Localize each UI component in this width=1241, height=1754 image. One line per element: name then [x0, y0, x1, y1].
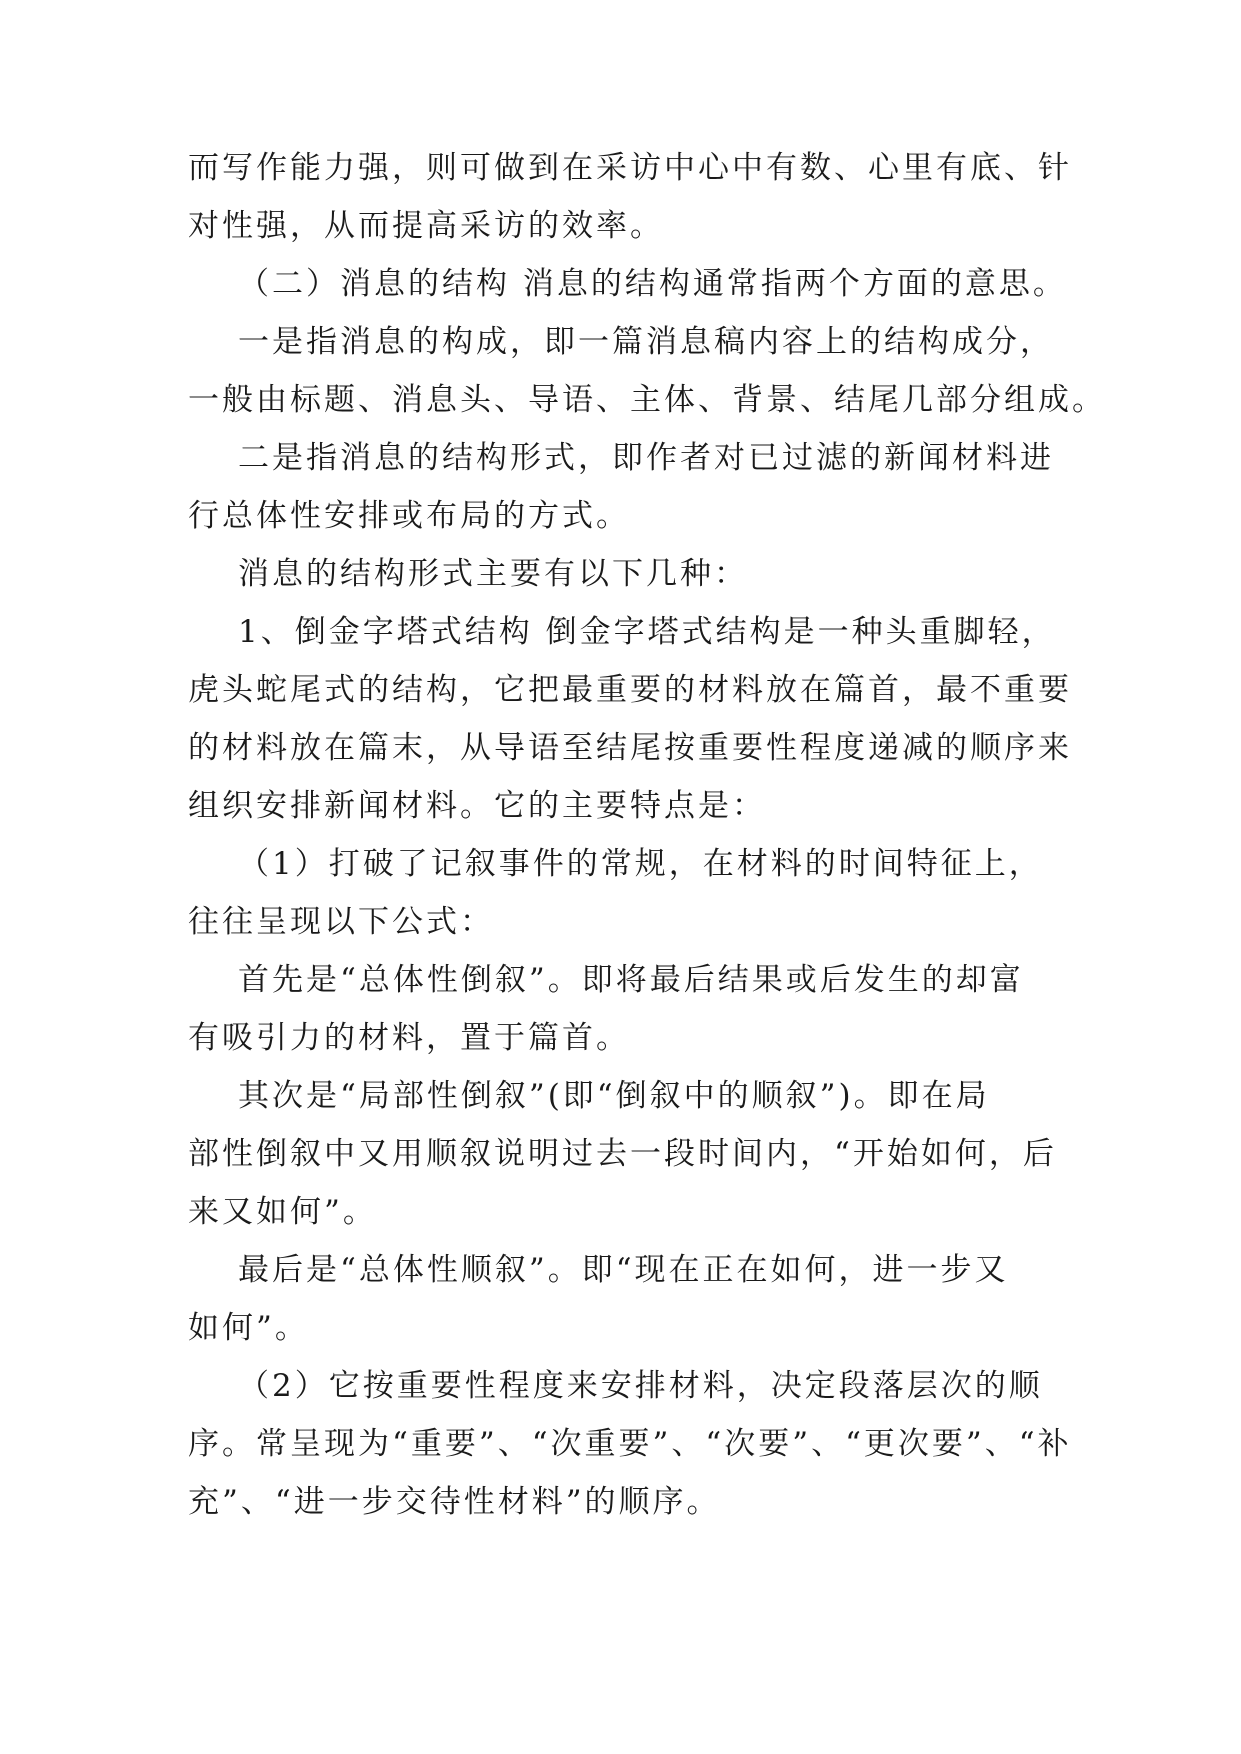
text-line: 充”、“进一步交待性材料”的顺序。	[188, 1484, 721, 1520]
text-line: 而写作能力强，则可做到在采访中心中有数、心里有底、针	[188, 150, 1072, 186]
text-line: 有吸引力的材料，置于篇首。	[188, 1020, 630, 1056]
text-line: 来又如何”。	[188, 1194, 377, 1230]
text-line: 一是指消息的构成，即一篇消息稿内容上的结构成分，	[238, 324, 1054, 360]
text-line: 往往呈现以下公式：	[188, 904, 494, 940]
text-line: 行总体性安排或布局的方式。	[188, 498, 630, 534]
text-line: 部性倒叙中又用顺叙说明过去一段时间内，“开始如何，后	[188, 1136, 1057, 1172]
text-line: 二是指消息的结构形式，即作者对已过滤的新闻材料进	[238, 440, 1054, 476]
text-line: 一般由标题、消息头、导语、主体、背景、结尾几部分组成。	[188, 382, 1106, 418]
list-item-line: （2）它按重要性程度来安排材料，决定段落层次的顺	[238, 1368, 1043, 1404]
text-line: 最后是“总体性顺叙”。即“现在正在如何，进一步又	[238, 1252, 1009, 1288]
text-line: 首先是“总体性倒叙”。即将最后结果或后发生的却富	[238, 962, 1024, 998]
text-line: 如何”。	[188, 1310, 309, 1346]
text-line: 其次是“局部性倒叙”(即“倒叙中的顺叙”)。即在局	[238, 1078, 990, 1114]
text-line: 的材料放在篇末，从导语至结尾按重要性程度递减的顺序来	[188, 730, 1072, 766]
section-heading-line: （二）消息的结构 消息的结构通常指两个方面的意思。	[238, 266, 1067, 302]
text-line: 序。常呈现为“重要”、“次重要”、“次要”、“更次要”、“补	[188, 1426, 1072, 1462]
text-line: 对性强，从而提高采访的效率。	[188, 208, 664, 244]
text-line: 组织安排新闻材料。它的主要特点是：	[188, 788, 766, 824]
text-line: 虎头蛇尾式的结构，它把最重要的材料放在篇首，最不重要	[188, 672, 1072, 708]
subsection-heading-line: 1、倒金字塔式结构 倒金字塔式结构是一种头重脚轻，	[238, 614, 1056, 650]
list-item-line: （1）打破了记叙事件的常规，在材料的时间特征上，	[238, 846, 1043, 882]
text-line: 消息的结构形式主要有以下几种：	[238, 556, 748, 592]
